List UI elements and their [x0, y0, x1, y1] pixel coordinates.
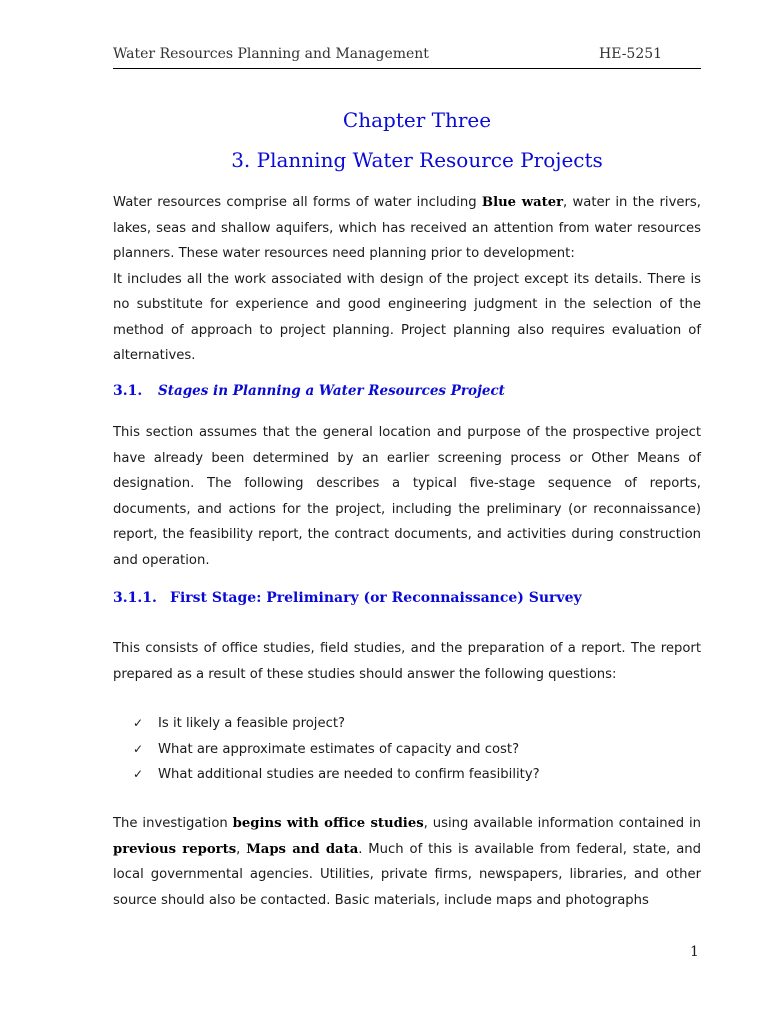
section-3-1-1-paragraph: This consists of office studies, field studies, and the preparation of a report. The report prepared as a result of these studies should answer the following questions:: [113, 641, 701, 682]
chapter-subtitle: 3. Planning Water Resource Projects: [231, 148, 603, 172]
section-title: Stages in Planning a Water Resources Project: [158, 383, 505, 399]
inv-text-g: . Much of this is available from federal, state, and local governmental agencies. Utilities, private firms, newspapers, libraries, and other source should also be contacted. Basic materials, include maps and photographs: [113, 841, 702, 908]
section-3-1-heading: [113, 383, 505, 399]
section-3-1-paragraph: This section assumes that the general location and purpose of the prospective project have already been determined by an earlier screening process or Other Means of designation. The following describes a typical five-stage sequence of reports, documents, and actions for the project, including the preliminary (or reconnaissance) report, the feasibility report, the contract documents, and activities during construction and operation.: [113, 425, 701, 568]
chapter-title: Chapter Three: [342, 108, 492, 132]
inv-text-e: ,: [236, 841, 247, 857]
intro-text-2: It includes all the work associated with design of the project except its details. There is no substitute for experience and good engineering judgment in the selection of the method of approach to project planning. Project planning also requires evaluation of alternatives.: [113, 271, 701, 363]
page-number: 1: [690, 944, 699, 960]
list-item-text: What additional studies are needed to confirm feasibility?: [158, 767, 540, 782]
subsection-number: 3.1.1.: [113, 590, 157, 606]
list-item-text: What are approximate estimates of capacity and cost?: [158, 741, 520, 757]
check-icon: ✓: [133, 716, 144, 730]
section-3-1-1-heading: [113, 590, 582, 606]
subsection-title: First Stage: Preliminary (or Reconnaissance) Survey: [170, 590, 582, 606]
header-course-title: Water Resources Planning and Management: [113, 46, 429, 62]
inv-text-a: The investigation: [113, 816, 233, 831]
intro-paragraph: [113, 190, 701, 369]
investigation-paragraph: [113, 811, 701, 913]
inv-text-c: , using available information contained in: [423, 816, 701, 831]
intro-text-a: Water resources comprise all forms of water including: [113, 195, 482, 210]
intro-bold-blue-water: Blue water: [481, 195, 564, 210]
header-course-code: HE-5251: [599, 46, 663, 62]
running-header: [113, 46, 701, 69]
list-item-text: Is it likely a feasible project?: [158, 716, 346, 731]
section-number: 3.1.: [113, 383, 143, 399]
inv-bold-previous-reports: previous reports: [113, 841, 237, 857]
check-icon: ✓: [133, 741, 144, 756]
intro-text-c: , water in the rivers, lakes, seas and shallow aquifers, which has received an attention from water resources planners. These water resources need planning prior to development:: [113, 195, 701, 261]
check-icon: ✓: [133, 767, 144, 781]
inv-bold-office-studies: begins with office studies: [232, 816, 424, 831]
inv-bold-maps-data: Maps and data: [246, 841, 359, 857]
